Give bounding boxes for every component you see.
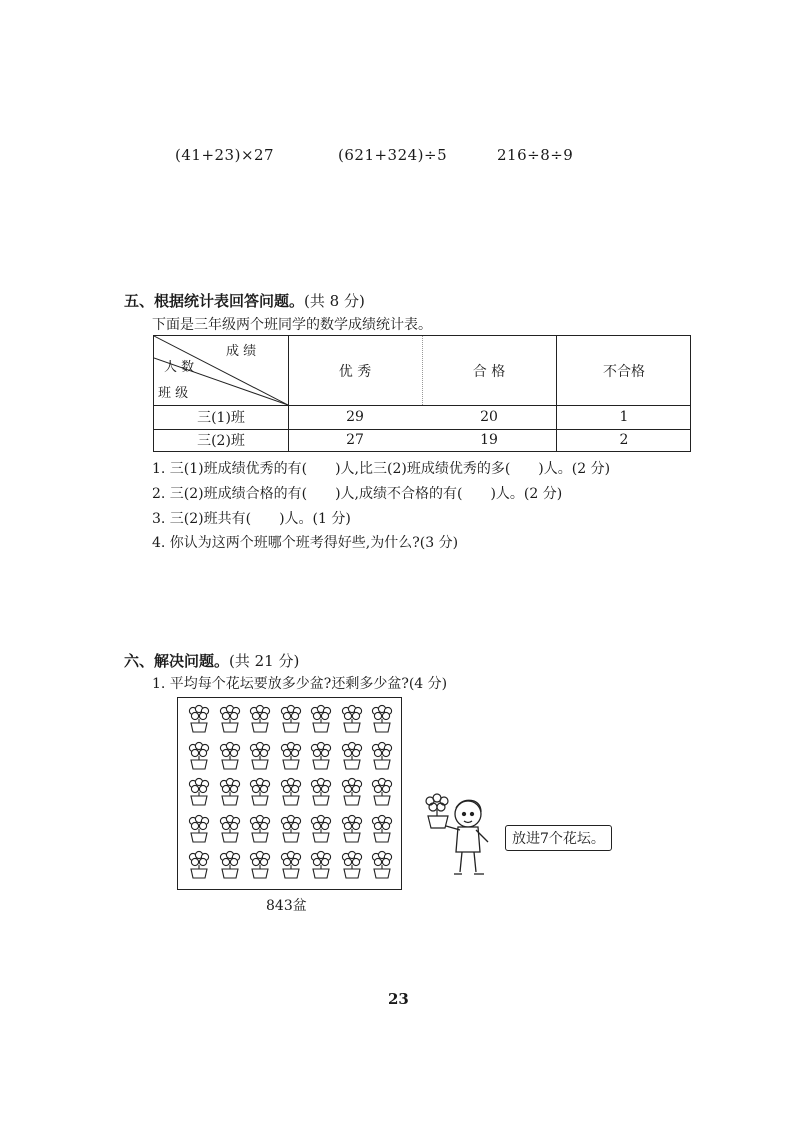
row-label-class-2: 三(2)班 xyxy=(197,433,245,449)
potted-flower-icon xyxy=(369,704,395,734)
potted-flower-icon xyxy=(339,814,365,844)
column-header-excellent: 优 秀 xyxy=(338,363,372,380)
section-5-points: (共 8 分) xyxy=(304,292,365,310)
section-5-heading: 五、根据统计表回答问题。 xyxy=(124,292,305,310)
potted-flower-icon xyxy=(369,741,395,771)
stats-table xyxy=(153,335,691,452)
potted-flower-icon xyxy=(339,704,365,734)
cell-class-2-excellent: 27 xyxy=(346,432,364,448)
potted-flower-icon xyxy=(369,850,395,880)
cell-class-1-pass: 20 xyxy=(480,409,498,425)
cell-class-2-pass: 19 xyxy=(480,432,498,448)
potted-flower-icon xyxy=(186,814,212,844)
potted-flower-icon xyxy=(217,814,243,844)
potted-flower-icon xyxy=(186,777,212,807)
potted-flower-icon xyxy=(247,814,273,844)
question-5-2: 2. 三(2)班成绩合格的有( )人,成绩不合格的有( )人。(2 分) xyxy=(152,486,563,502)
potted-flower-icon xyxy=(339,741,365,771)
potted-flower-icon xyxy=(278,814,304,844)
potted-flower-icon xyxy=(308,777,334,807)
corner-label-score: 成 绩 xyxy=(226,344,257,359)
cell-class-1-excellent: 29 xyxy=(346,409,364,425)
speech-bubble: 放进7个花坛。 xyxy=(505,825,612,851)
potted-flower-icon xyxy=(308,814,334,844)
potted-flower-icon xyxy=(278,704,304,734)
potted-flower-icon xyxy=(308,704,334,734)
section-5-title xyxy=(124,290,365,311)
flower-pot-grid xyxy=(177,697,402,890)
row-label-class-1: 三(1)班 xyxy=(197,410,245,426)
potted-flower-icon xyxy=(369,814,395,844)
potted-flower-icon xyxy=(217,850,243,880)
column-header-fail: 不合格 xyxy=(603,363,645,380)
section-6-heading: 六、解决问题。 xyxy=(124,652,230,670)
potted-flower-icon xyxy=(247,850,273,880)
page-number: 23 xyxy=(388,990,409,1008)
potted-flower-icon xyxy=(186,850,212,880)
corner-label-people: 人 数 xyxy=(164,360,195,375)
potted-flower-icon xyxy=(278,777,304,807)
expression-2: (621+324)÷5 xyxy=(338,146,448,164)
potted-flower-icon xyxy=(217,777,243,807)
question-5-3: 3. 三(2)班共有( )人。(1 分) xyxy=(152,511,351,527)
potted-flower-icon xyxy=(247,741,273,771)
potted-flower-icon xyxy=(186,704,212,734)
cell-class-1-fail: 1 xyxy=(619,409,629,425)
potted-flower-icon xyxy=(278,850,304,880)
garden-caption: 843盆 xyxy=(266,898,307,914)
section-5-intro: 下面是三年级两个班同学的数学成绩统计表。 xyxy=(152,317,432,333)
expression-3: 216÷8÷9 xyxy=(497,146,574,164)
corner-label-class: 班 级 xyxy=(158,386,189,401)
potted-flower-icon xyxy=(217,704,243,734)
potted-flower-icon xyxy=(278,741,304,771)
child-holding-flower-icon xyxy=(418,790,504,882)
potted-flower-icon xyxy=(339,777,365,807)
column-header-pass: 合 格 xyxy=(472,363,506,380)
potted-flower-icon xyxy=(339,850,365,880)
expression-1: (41+23)×27 xyxy=(175,146,275,164)
potted-flower-icon xyxy=(308,741,334,771)
section-6-points: (共 21 分) xyxy=(229,652,300,670)
question-6-1: 1. 平均每个花坛要放多少盆?还剩多少盆?(4 分) xyxy=(152,676,448,692)
question-5-1: 1. 三(1)班成绩优秀的有( )人,比三(2)班成绩优秀的多( )人。(2 分) xyxy=(152,461,611,477)
potted-flower-icon xyxy=(217,741,243,771)
cell-class-2-fail: 2 xyxy=(619,432,629,448)
question-5-4: 4. 你认为这两个班哪个班考得好些,为什么?(3 分) xyxy=(152,535,459,551)
potted-flower-icon xyxy=(369,777,395,807)
potted-flower-icon xyxy=(308,850,334,880)
potted-flower-icon xyxy=(247,704,273,734)
potted-flower-icon xyxy=(247,777,273,807)
section-6-title xyxy=(124,650,299,671)
potted-flower-icon xyxy=(186,741,212,771)
